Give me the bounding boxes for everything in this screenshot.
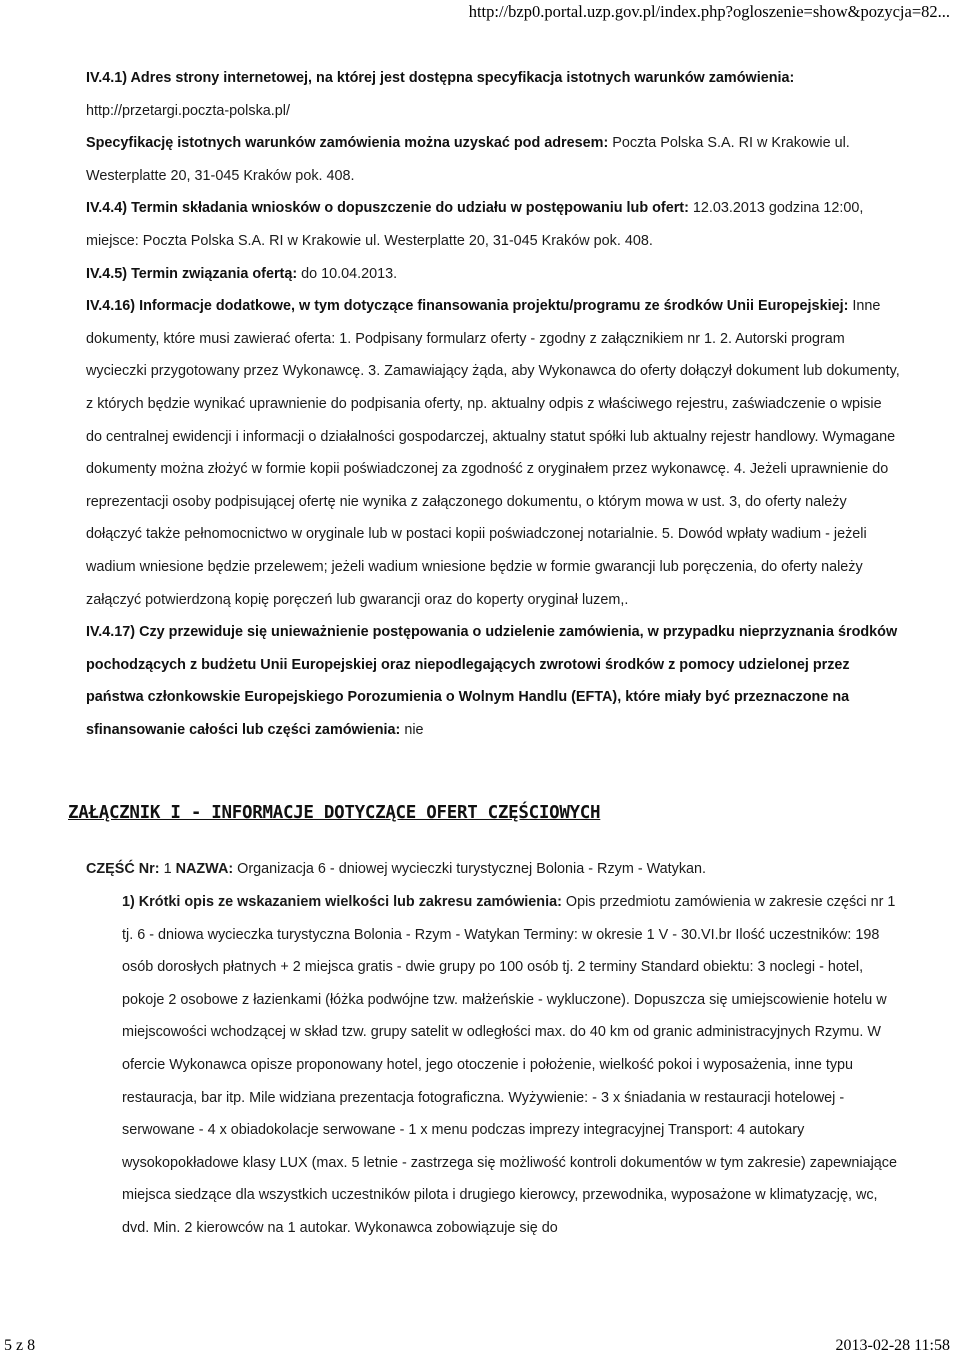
document-body [86,62,901,746]
section-iv-4-16 [86,290,901,616]
part-heading [86,853,901,886]
spec-address [86,127,901,192]
section-iv-4-5 [86,258,901,291]
annex-title: ZAŁĄCZNIK I - INFORMACJE DOTYCZĄCE OFERT CZĘŚCIOWYCH [68,803,601,823]
section-value: 12.03.2013 godzina 12:00, miejsce: Poczta Polska S.A. RI w Krakowie ul. Westerplatte 20, 31-045 Kraków pok. 408. [86,200,864,249]
page-number: 5 z 8 [4,1337,36,1354]
section-value: Poczta Polska S.A. RI w Krakowie ul. Westerplatte 20, 31-045 Kraków pok. 408. [86,135,850,184]
section-value: Inne dokumenty, które musi zawierać oferta: 1. Podpisany formularz oferty - zgodny z załącznikiem nr 1. 2. Autorski program wycieczki przygotowany przez Wykonawcę. 3. Zamawiający żąda, aby Wykonawca do oferty dołączył dokument lub dokumenty, z których będzie wynikać uprawnienie do podpisania oferty, np. aktualny odpis z właściwego rejestru, zaświadczenie o wpisie do centralnej ewidencji i informacji o działalności gospodarczej, aktualny statut spółki lub aktualny rejestr handlowy. Wymagane dokumenty można złożyć w formie kopii poświadczonej za zgodność z oryginałem przez wykonawcę. 4. Jeżeli uprawnienie do reprezentacji osoby podpisującej ofertę nie wynika z załączonego dokumentu, o którym mowa w ust. 3, do oferty należy dołączyć także pełnomocnictwo w oryginale lub w postaci kopii poświadczonej notarialnie. 5. Dowód wpłaty wadium - jeżeli wadium wniesione będzie przelewem; jeżeli wadium wniesione będzie w formie gwarancji lub poręczenia, do oferty należy załączyć potwierdzoną kopię poręczeń lub gwarancji oraz do koperty oryginał luzem,. [86,298,900,608]
spec-url: http://przetargi.poczta-polska.pl/ [86,102,290,119]
part-name: Organizacja 6 - dniowej wycieczki turystycznej Bolonia - Rzym - Watykan. [237,861,707,877]
part-description [122,886,902,1245]
section-value: nie [404,721,424,738]
section-label: IV.4.5) Termin związania ofertą: [86,265,298,282]
print-datetime: 2013-02-28 11:58 [835,1337,950,1354]
section-label: IV.4.17) Czy przewiduje się unieważnienie postępowania o udzielenie zamówienia, w przypadku nieprzyznania środków pochodzących z budżetu Unii Europejskiej oraz niepodlegających zwrotowi środków z pomocy udzielonej przez państwa członkowskie Europejskiego Porozumienia o Wolnym Handlu (EFTA), które miały być przeznaczone na sfinansowanie całości lub części zamówienia: [86,624,898,738]
description-label: 1) Krótki opis ze wskazaniem wielkości lub zakresu zamówienia: [122,894,562,910]
part-number: 1 [163,861,172,877]
page-url: http://bzp0.portal.uzp.gov.pl/index.php?ogloszenie=show&pozycja=82... [468,2,950,21]
section-label: IV.4.16) Informacje dodatkowe, w tym dotyczące finansowania projektu/programu ze środków Unii Europejskiej: [86,298,849,315]
section-iv-4-1 [86,62,901,127]
section-label: IV.4.4) Termin składania wniosków o dopuszczenie do udziału w postępowaniu lub ofert: [86,200,689,217]
section-label: IV.4.1) Adres strony internetowej, na której jest dostępna specyfikacja istotnych warunków zamówienia: [86,70,795,86]
section-label: Specyfikację istotnych warunków zamówienia można uzyskać pod adresem: [86,135,609,152]
section-iv-4-17 [86,616,901,746]
name-label: NAZWA: [175,861,234,877]
section-iv-4-4 [86,192,901,257]
part-label: CZĘŚĆ Nr: [86,861,160,877]
description-value: Opis przedmiotu zamówienia w zakresie części nr 1 tj. 6 - dniowa wycieczka turystyczna Bolonia - Rzym - Watykan Terminy: w okresie 1 V - 30.VI.br Ilość uczestników: 198 osób dorosłych płatnych + 2 miejsca gratis - dwie grupy po 100 osób tj. 2 terminy Standard obiektu: 3 noclegi - hotel, pokoje 2 osobowe z łazienkami (łóżka podwójne tzw. małżeńskie - wykluczone). Dopuszcza się umiejscowienie hotelu w miejscowości wchodzącej w skład tzw. grupy satelit w odległości max. do 40 km od granic administracyjnych Rzymu. W ofercie Wykonawca opisze proponowany hotel, jego otoczenie i położenie, wielkość pokoi i wyposażenia, inne typu restauracja, bar itp. Mile widziana prezentacja fotograficzna. Wyżywienie: - 3 x śniadania w restauracji hotelowej -serwowane - 4 x obiadokolacje serwowane - 1 x menu podczas imprezy integracyjnej Transport: 4 autokary wysokopokładowe klasy LUX (max. 5 letnie - zastrzega się możliwość kontroli dokumentów w tym zakresie) zapewniające miejsca siedzące dla wszystkich uczestników pilota i drugiego kierowcy, przewodnika, wyposażone w klimatyzację, wc, dvd. Min. 2 kierowców na 1 autokar. Wykonawca zobowiązuje się do [122,894,898,1236]
section-value: do 10.04.2013. [301,265,398,282]
